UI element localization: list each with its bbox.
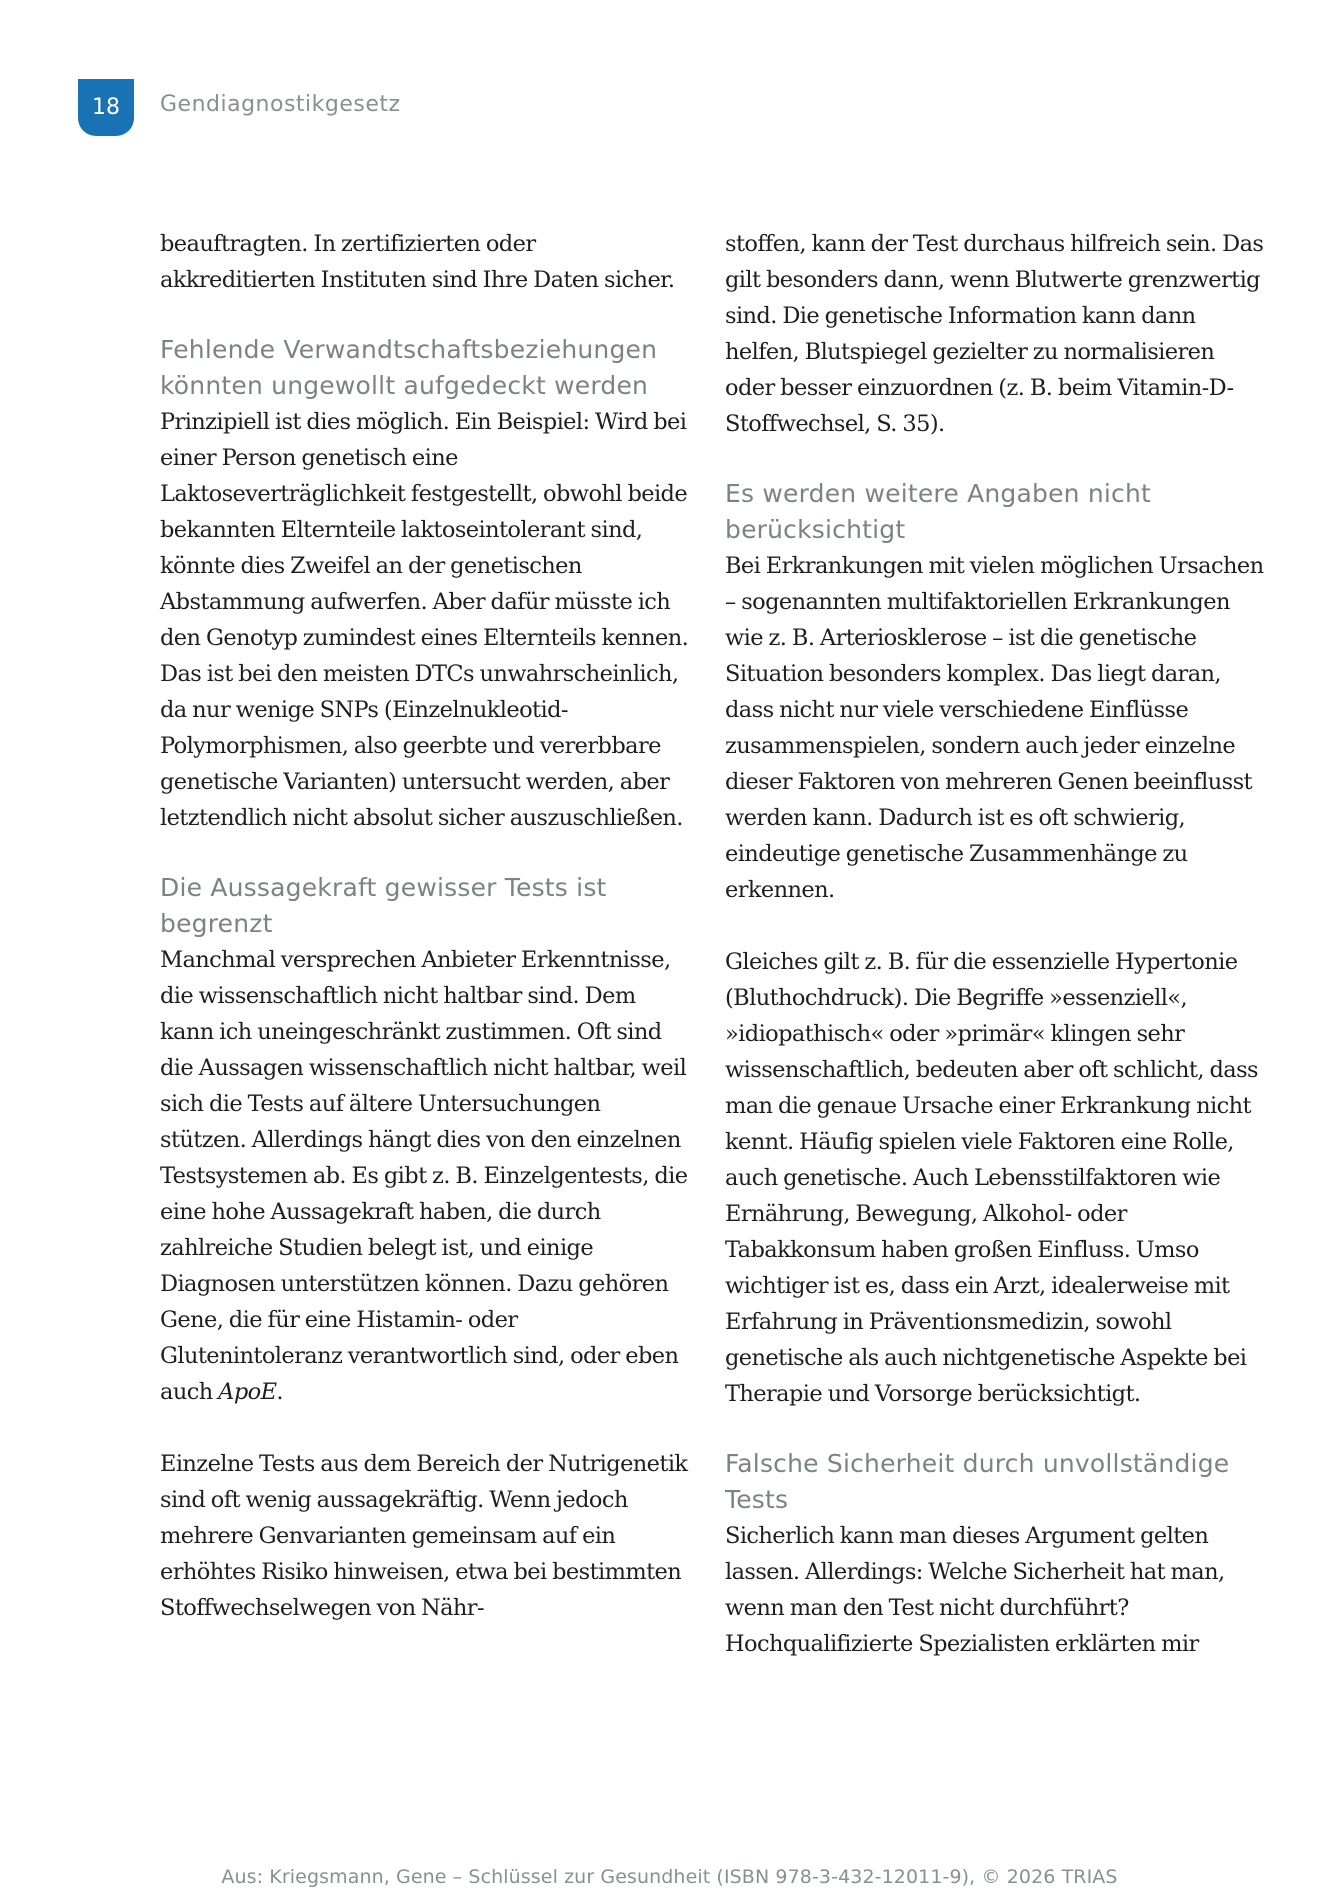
section-paragraph: Einzelne Tests aus dem Bereich der Nutrigenetik sind oft wenig aussagekräftig. Wenn jedoch mehrere Genvarianten gemeinsam auf ein erhöhtes Risiko hinweisen, etwa bei bestimmten Stoffwechselwegen von Nähr- — [160, 1451, 688, 1621]
running-title: Gendiagnostikgesetz — [160, 92, 401, 117]
section-heading: Falsche Sicherheit durch unvollständige Tests — [725, 1449, 1230, 1514]
section-paragraph: Gleiches gilt z. B. für die essenzielle Hypertonie (Bluthochdruck). Die Begriffe »essenziell«, »idiopathisch« oder »primär« klingen sehr wissenschaftlich, bedeuten aber oft schlicht, dass man die genaue Ursache einer Erkrankung nicht kennt. Häufig spielen viele Faktoren eine Rolle, auch genetische. Auch Lebensstilfaktoren wie Ernährung, Bewegung, Alkohol- oder Tabakkonsum haben großen Einfluss. Umso wichtiger ist es, dass ein Arzt, idealerweise mit Erfahrung in Präventionsmedizin, sowohl genetische als auch nichtgenetische Aspekte bei Therapie und Vorsorge berücksichtigt. — [725, 949, 1258, 1407]
section-paragraph: Bei Erkrankungen mit vielen möglichen Ursachen – sogenannten multifaktoriellen Erkrankungen wie z. B. Arteriosklerose – ist die genetische Situation besonders komplex. Das liegt daran, dass nicht nur viele verschiedene Einflüsse zusammenspielen, sondern auch jeder einzelne dieser Faktoren von mehreren Genen beeinflusst werden kann. Dadurch ist es oft schwierig, eindeutige genetische Zusammenhänge zu erkennen. — [725, 553, 1264, 903]
intro-paragraph: beauftragten. In zertifizierten oder akkreditierten Instituten sind Ihre Daten sicher. — [160, 231, 675, 293]
left-column — [160, 226, 690, 1626]
section-heading: Es werden weitere Angaben nicht berücksichtigt — [725, 479, 1152, 544]
section-heading: Fehlende Verwandtschaftsbeziehungen könnten ungewollt aufgedeckt werden — [160, 335, 658, 400]
paragraph-end: . — [276, 1379, 283, 1405]
source-footer: Aus: Kriegsmann, Gene – Schlüssel zur Gesundheit (ISBN 978-3-432-12011-9), © 2026 TRIAS — [221, 1866, 1118, 1888]
page-number-badge — [78, 79, 134, 136]
paragraph-text: Manchmal versprechen Anbieter Erkenntnisse, die wissenschaftlich nicht haltbar sind. Dem kann ich uneingeschränkt zustimmen. Oft sind die Aussagen wissenschaftlich nicht haltbar, weil sich die Tests auf ältere Untersuchungen stützen. Allerdings hängt dies von den einzelnen Testsystemen ab. Es gibt z. B. Einzelgentests, die eine hohe Aussagekraft haben, die durch zahlreiche Studien belegt ist, und einige Diagnosen unterstützen können. Dazu gehören Gene, die für eine Histamin- oder Glutenintoleranz verantwortlich sind, oder eben auch — [160, 947, 688, 1405]
section-paragraph: Sicherlich kann man dieses Argument gelten lassen. Allerdings: Welche Sicherheit hat man, wenn man den Test nicht durchführt? Hochqualifizierte Spezialisten erklärten mir — [725, 1523, 1225, 1657]
right-column — [725, 226, 1265, 1662]
intro-paragraph: stoffen, kann der Test durchaus hilfreich sein. Das gilt besonders dann, wenn Blutwerte grenzwertig sind. Die genetische Information kann dann helfen, Blutspiegel gezielter zu normalisieren oder besser einzuordnen (z. B. beim Vitamin-D-Stoffwechsel, S. 35). — [725, 231, 1264, 437]
section-paragraph — [160, 942, 690, 1410]
section-heading: Die Aussagekraft gewisser Tests ist begrenzt — [160, 873, 607, 938]
page-number: 18 — [92, 95, 120, 120]
gene-name: ApoE — [218, 1379, 277, 1405]
section-paragraph: Prinzipiell ist dies möglich. Ein Beispiel: Wird bei einer Person genetisch eine Laktoseverträglichkeit festgestellt, obwohl beide bekannten Elternteile laktoseintolerant sind, könnte dies Zweifel an der genetischen Abstammung aufwerfen. Aber dafür müsste ich den Genotyp zumindest eines Elternteils kennen. Das ist bei den meisten DTCs unwahrscheinlich, da nur wenige SNPs (Einzelnukleotid-Polymorphismen, also geerbte und vererbbare genetische Varianten) untersucht werden, aber letztendlich nicht absolut sicher auszuschließen. — [160, 409, 689, 831]
